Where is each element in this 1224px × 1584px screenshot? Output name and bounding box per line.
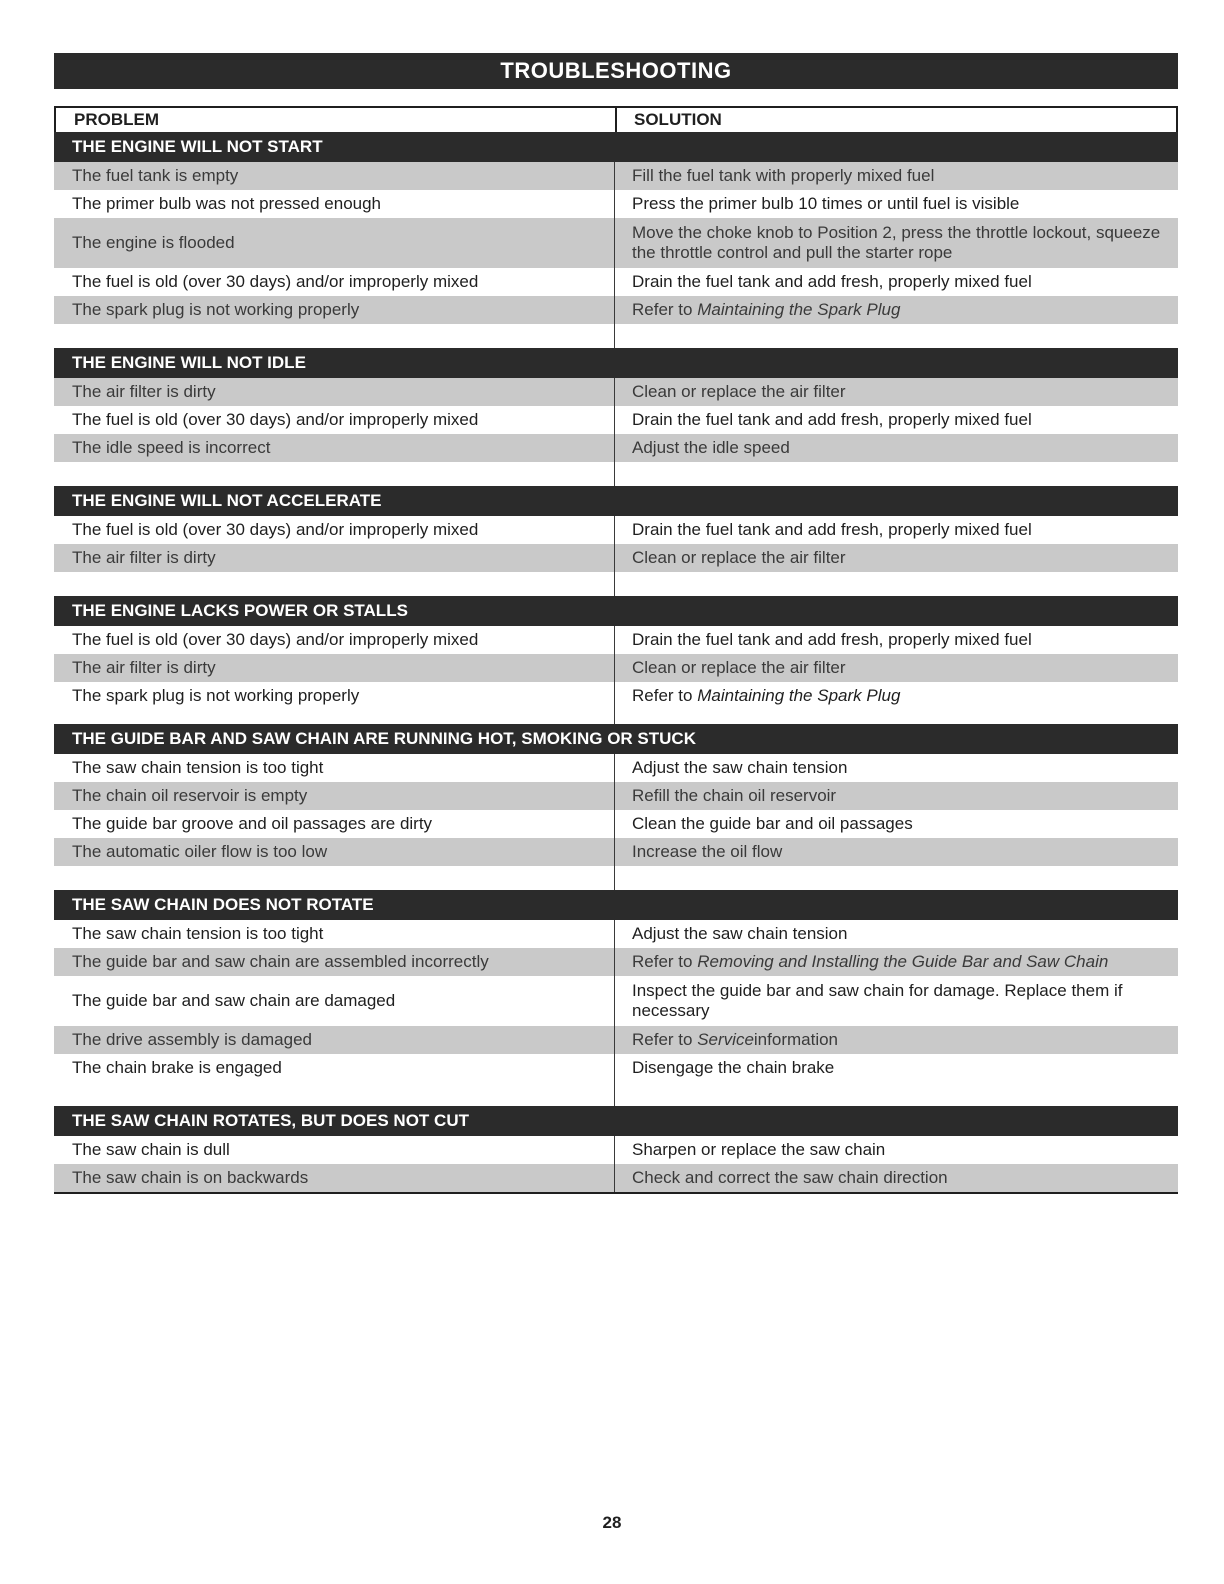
problem-cell: The air filter is dirty	[54, 654, 615, 682]
solution-cell: Clean or replace the air filter	[632, 548, 846, 567]
section-spacer	[54, 462, 1178, 486]
problem-cell: The primer bulb was not pressed enough	[54, 190, 615, 218]
table-row	[54, 810, 1178, 838]
table-header	[54, 106, 1178, 132]
problem-column-header: PROBLEM	[56, 108, 617, 132]
table-row	[54, 1136, 1178, 1164]
problem-cell: The saw chain is dull	[54, 1136, 615, 1164]
solution-cell: Inspect the guide bar and saw chain for damage. Replace them if necessary	[632, 981, 1123, 1020]
problem-cell: The fuel is old (over 30 days) and/or improperly mixed	[54, 406, 615, 434]
solution-cell: Adjust the saw chain tension	[632, 758, 848, 777]
solution-cell	[615, 948, 1178, 976]
table-row	[54, 948, 1178, 976]
problem-cell: The saw chain tension is too tight	[54, 920, 615, 948]
table-row	[54, 754, 1178, 782]
table-row	[54, 782, 1178, 810]
solution-cell: Drain the fuel tank and add fresh, properly mixed fuel	[632, 272, 1032, 291]
solution-text-suffix: information	[753, 1030, 839, 1049]
solution-cell: Sharpen or replace the saw chain	[632, 1140, 886, 1159]
problem-cell: The guide bar groove and oil passages are dirty	[54, 810, 615, 838]
section-spacer	[54, 1082, 1178, 1106]
table-row	[54, 682, 1178, 710]
table-row	[54, 1164, 1178, 1192]
solution-reference: Maintaining the Spark Plug	[697, 300, 901, 319]
table-row	[54, 268, 1178, 296]
table-row	[54, 1026, 1178, 1054]
table-row	[54, 626, 1178, 654]
solution-cell: Drain the fuel tank and add fresh, properly mixed fuel	[632, 630, 1032, 649]
table-row	[54, 654, 1178, 682]
table-bottom-rule	[54, 1192, 1178, 1194]
problem-cell: The fuel is old (over 30 days) and/or improperly mixed	[54, 268, 615, 296]
section-header: THE ENGINE WILL NOT START	[54, 132, 1178, 162]
problem-cell: The fuel is old (over 30 days) and/or improperly mixed	[54, 626, 615, 654]
solution-text: Refer to	[632, 952, 693, 971]
solution-cell: Adjust the idle speed	[632, 438, 790, 457]
solution-cell: Drain the fuel tank and add fresh, properly mixed fuel	[632, 410, 1032, 429]
solution-cell	[615, 682, 1178, 710]
table-row	[54, 920, 1178, 948]
table-row	[54, 838, 1178, 866]
problem-cell: The fuel tank is empty	[54, 162, 615, 190]
section-header: THE SAW CHAIN ROTATES, BUT DOES NOT CUT	[54, 1106, 1178, 1136]
section-header: THE ENGINE LACKS POWER OR STALLS	[54, 596, 1178, 626]
table-row	[54, 296, 1178, 324]
table-row	[54, 516, 1178, 544]
problem-cell: The engine is flooded	[54, 218, 615, 268]
section-spacer	[54, 866, 1178, 890]
section-header: THE SAW CHAIN DOES NOT ROTATE	[54, 890, 1178, 920]
section-spacer	[54, 572, 1178, 596]
problem-cell: The saw chain tension is too tight	[54, 754, 615, 782]
problem-cell: The drive assembly is damaged	[54, 1026, 615, 1054]
solution-cell: Clean or replace the air filter	[632, 658, 846, 677]
problem-cell: The saw chain is on backwards	[54, 1164, 615, 1192]
solution-cell: Move the choke knob to Position 2, press the throttle lockout, squeeze the throttle control and pull the starter rope	[632, 223, 1161, 262]
problem-cell: The chain brake is engaged	[54, 1054, 615, 1082]
solution-text: Refer to	[632, 1030, 693, 1049]
table-row	[54, 544, 1178, 572]
section-spacer	[54, 324, 1178, 348]
solution-reference: Service	[697, 1030, 754, 1049]
solution-cell: Fill the fuel tank with properly mixed fuel	[632, 166, 935, 185]
section-header: THE GUIDE BAR AND SAW CHAIN ARE RUNNING HOT, SMOKING OR STUCK	[54, 724, 1178, 754]
solution-text: Refer to	[632, 300, 693, 319]
problem-cell: The fuel is old (over 30 days) and/or improperly mixed	[54, 516, 615, 544]
table-row	[54, 406, 1178, 434]
table-row	[54, 434, 1178, 462]
problem-cell: The guide bar and saw chain are assembled incorrectly	[54, 948, 615, 976]
page-number: 28	[602, 1513, 622, 1532]
solution-cell: Adjust the saw chain tension	[632, 924, 848, 943]
problem-cell: The guide bar and saw chain are damaged	[54, 976, 615, 1026]
solution-cell: Clean or replace the air filter	[632, 382, 846, 401]
solution-reference: Maintaining the Spark Plug	[697, 686, 901, 705]
problem-cell: The chain oil reservoir is empty	[54, 782, 615, 810]
problem-cell: The spark plug is not working properly	[54, 296, 615, 324]
solution-cell: Increase the oil flow	[632, 842, 783, 861]
solution-text: Refer to	[632, 686, 693, 705]
problem-cell: The spark plug is not working properly	[54, 682, 615, 710]
solution-cell: Press the primer bulb 10 times or until fuel is visible	[632, 194, 1020, 213]
solution-cell: Disengage the chain brake	[632, 1058, 835, 1077]
table-row	[54, 162, 1178, 190]
problem-cell: The air filter is dirty	[54, 544, 615, 572]
solution-cell: Clean the guide bar and oil passages	[632, 814, 913, 833]
solution-cell: Refill the chain oil reservoir	[632, 786, 837, 805]
page-title: TROUBLESHOOTING	[54, 53, 1178, 89]
problem-cell: The automatic oiler flow is too low	[54, 838, 615, 866]
section-header: THE ENGINE WILL NOT IDLE	[54, 348, 1178, 378]
table-row	[54, 378, 1178, 406]
section-header: THE ENGINE WILL NOT ACCELERATE	[54, 486, 1178, 516]
table-row	[54, 976, 1178, 1026]
solution-cell: Drain the fuel tank and add fresh, properly mixed fuel	[632, 520, 1032, 539]
section-spacer	[54, 710, 1178, 724]
table-row	[54, 190, 1178, 218]
problem-cell: The air filter is dirty	[54, 378, 615, 406]
solution-reference: Removing and Installing the Guide Bar and Saw Chain	[697, 952, 1109, 971]
table-row	[54, 1054, 1178, 1082]
problem-cell: The idle speed is incorrect	[54, 434, 615, 462]
troubleshooting-table	[54, 106, 1178, 1194]
table-row	[54, 218, 1178, 268]
solution-cell	[615, 1026, 1178, 1054]
solution-cell	[615, 296, 1178, 324]
solution-cell: Check and correct the saw chain direction	[632, 1168, 948, 1187]
solution-column-header: SOLUTION	[634, 110, 722, 129]
